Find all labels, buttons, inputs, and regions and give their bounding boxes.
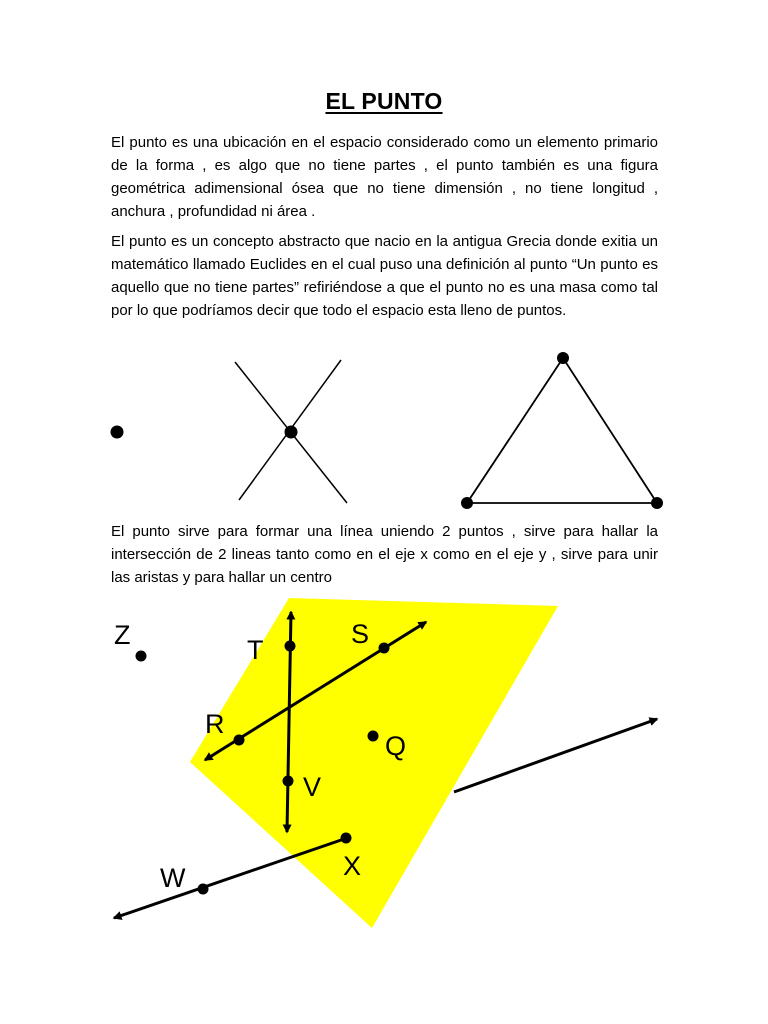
point-v (283, 776, 294, 787)
paragraph-history: El punto es un concepto abstracto que nacio en la antigua Grecia donde exitia un matemático llamado Euclides en el cual puso una definición al punto “Un punto es aquello que no tiene partes” refiriéndose a que el punto no es una masa como tal por lo que podríamos decir que todo el espacio esta lleno de puntos. (111, 233, 658, 319)
label-z: Z (114, 620, 131, 650)
point-z (136, 651, 147, 662)
label-q: Q (385, 731, 407, 761)
point-w (198, 884, 209, 895)
point-r (234, 735, 245, 746)
label-r: R (205, 709, 225, 739)
label-w: W (160, 863, 186, 893)
label-x: X (343, 851, 362, 881)
paragraph-uses: El punto sirve para formar una línea uniendo 2 puntos , sirve para hallar la intersección de 2 lineas tanto como en el eje x como en el eje y , sirve para unir las aristas y para hallar un centro (111, 523, 658, 586)
point-s (379, 643, 390, 654)
paragraph-definition: El punto es una ubicación en el espacio considerado como un elemento primario de la forma , es algo que no tiene partes , el punto también es una figura geométrica adimensional ósea que no tiene dimensión , no tiene longitud , anchura , profundidad ni área . (111, 134, 658, 220)
page-title: EL PUNTO (325, 88, 443, 114)
label-s: S (351, 619, 370, 649)
point-t (285, 641, 296, 652)
point-x (341, 833, 352, 844)
label-v: V (303, 772, 322, 802)
yellow-plane (190, 598, 558, 928)
line-wx (114, 838, 347, 918)
label-t: T (247, 635, 264, 665)
point-q (368, 731, 379, 742)
